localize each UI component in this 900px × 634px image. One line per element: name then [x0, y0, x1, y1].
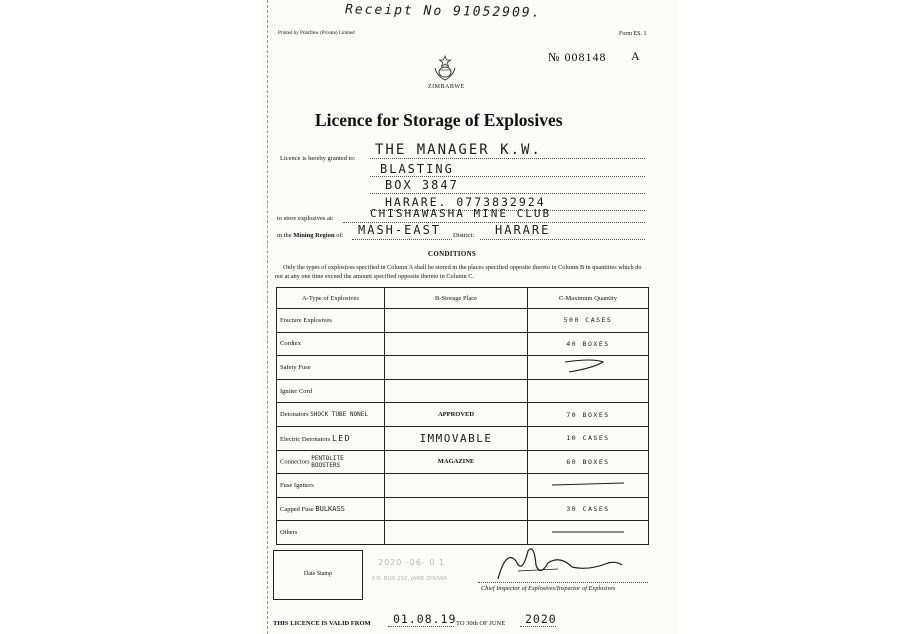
- conditions-text: Only the types of explosives specified in Column A shall be stored in the places specified opposite thereto in Column B in quantities which do not at any one time exceed the amount specified opposite thereto in Column C.: [275, 264, 642, 280]
- valid-from-rule: [388, 626, 454, 627]
- max-quantity: 10 CASES: [528, 426, 649, 450]
- max-quantity: [528, 474, 649, 498]
- quantity-strike-mark: [563, 358, 613, 374]
- explosive-type: Electric Detonators: [280, 435, 331, 443]
- table-row: [277, 426, 649, 450]
- quantity-dash-mark: [548, 480, 628, 488]
- grantee-rule-2: [370, 176, 645, 177]
- grantee-rule-3: [370, 193, 645, 194]
- chief-inspector-label: Chief Inspector of Explosives/Inspector of Explosives: [481, 585, 616, 592]
- column-header-type: A-Type of Explosives: [277, 288, 385, 309]
- storage-place: IMMOVABLE: [385, 426, 528, 450]
- receipt-number-handwritten: Receipt No 91052909.: [344, 2, 542, 21]
- storage-place: [385, 332, 528, 356]
- explosive-type-note: SHOCK TUBE NONEL: [310, 411, 368, 419]
- table-header-row: [277, 288, 649, 309]
- max-quantity: 60 BOXES: [528, 450, 649, 474]
- region-label-bold: Mining Region: [293, 232, 335, 239]
- column-header-quantity: C-Maximum Quantity: [528, 288, 649, 309]
- storage-place: [385, 379, 528, 403]
- explosive-type: Detonators: [280, 411, 309, 419]
- explosive-type-cell: [277, 403, 385, 427]
- conditions-heading: CONDITIONS: [428, 250, 477, 258]
- storage-place: [385, 309, 528, 333]
- store-label: to store explosives at:: [277, 215, 334, 222]
- grantee-rule-1: [370, 158, 645, 159]
- explosive-type-note: BULKASS: [315, 504, 345, 513]
- storage-place: MAGAZINE: [385, 450, 528, 474]
- quantity-dash-mark: [548, 528, 628, 536]
- printer-credit: Printed by Printflow (Private) Limited: [278, 31, 355, 36]
- page-title: Licence for Storage of Explosives: [315, 110, 563, 130]
- explosive-type: Connectors: [280, 458, 310, 466]
- valid-to-year: 2020: [525, 612, 557, 626]
- table-row: [277, 497, 649, 521]
- explosive-type-note: PENTOLITE BOOSTERS: [311, 454, 344, 469]
- valid-to-label: TO 30th OF JUNE: [456, 620, 506, 627]
- explosive-type-cell: [277, 450, 385, 474]
- max-quantity: [528, 356, 649, 380]
- table-row: [277, 403, 649, 427]
- storage-place: [385, 474, 528, 498]
- table-row: [277, 356, 649, 380]
- valid-to-rule: [520, 626, 556, 627]
- explosive-type: Cordtex: [277, 332, 385, 356]
- max-quantity: 70 BOXES: [528, 403, 649, 427]
- stamp-address: P.O. BOX 250, JAME ZHUWA: [372, 576, 448, 582]
- date-stamp-box: [273, 550, 363, 600]
- district-value: HARARE: [495, 223, 551, 237]
- serial-number: № 008148: [548, 50, 607, 64]
- signature-rule: [478, 582, 648, 583]
- district-rule: [480, 239, 645, 240]
- table-row: [277, 474, 649, 498]
- column-header-storage: B-Storage Place: [385, 288, 528, 309]
- valid-from-date: 01.08.19: [393, 612, 457, 626]
- grantee-label: Licence is hereby granted to:: [280, 155, 356, 162]
- explosive-type-cell: [277, 426, 385, 450]
- district-label: District:: [453, 232, 475, 239]
- region-value: MASH-EAST: [358, 223, 442, 237]
- max-quantity: 500 CASES: [528, 309, 649, 333]
- coat-of-arms-icon: [431, 54, 459, 82]
- date-stamp-label: Date Stamp: [303, 571, 333, 577]
- perforation-line: [267, 0, 268, 634]
- explosives-table: [276, 287, 649, 545]
- explosive-type: Others: [277, 521, 385, 545]
- explosive-type: Igniter Cord: [277, 379, 385, 403]
- table-row: [277, 379, 649, 403]
- storage-place: APPROVED: [385, 403, 528, 427]
- grantee-line-1: THE MANAGER K.W.: [375, 142, 542, 158]
- region-label-post: of:: [336, 232, 344, 239]
- serial-series: A: [631, 49, 640, 63]
- inspector-signature-icon: [488, 541, 628, 586]
- region-rule: [352, 239, 452, 240]
- explosive-type: Capped Fuse: [280, 505, 314, 513]
- storage-place: [385, 356, 528, 380]
- table-row: [277, 332, 649, 356]
- store-location: CHISHAWASHA MINE CLUB: [370, 207, 552, 220]
- grantee-line-4: HARARE. 0773832924: [385, 195, 546, 209]
- explosive-type-note: LED: [331, 433, 351, 443]
- official-stamp: [372, 548, 464, 590]
- explosive-type: Fracture Explosives: [277, 309, 385, 333]
- explosive-type: Safety Fuse: [277, 356, 385, 380]
- grantee-line-2: BLASTING: [380, 162, 454, 176]
- max-quantity: 30 CASES: [528, 497, 649, 521]
- table-row: [277, 309, 649, 333]
- storage-place: [385, 497, 528, 521]
- region-label: [277, 232, 343, 239]
- stamp-date: 2020 -06- 0 1: [378, 558, 446, 567]
- max-quantity: [528, 379, 649, 403]
- region-label-pre: in the: [277, 232, 292, 239]
- grantee-line-3: BOX 3847: [385, 178, 459, 192]
- table-row: [277, 450, 649, 474]
- explosive-type: Fuse Igniters: [277, 474, 385, 498]
- country-label: ZIMBABWE: [428, 84, 465, 90]
- form-number: Form ES. 1: [619, 31, 647, 37]
- max-quantity: 40 BOXES: [528, 332, 649, 356]
- explosive-type-cell: [277, 497, 385, 521]
- validity-label: THIS LICENCE IS VALID FROM: [273, 620, 371, 627]
